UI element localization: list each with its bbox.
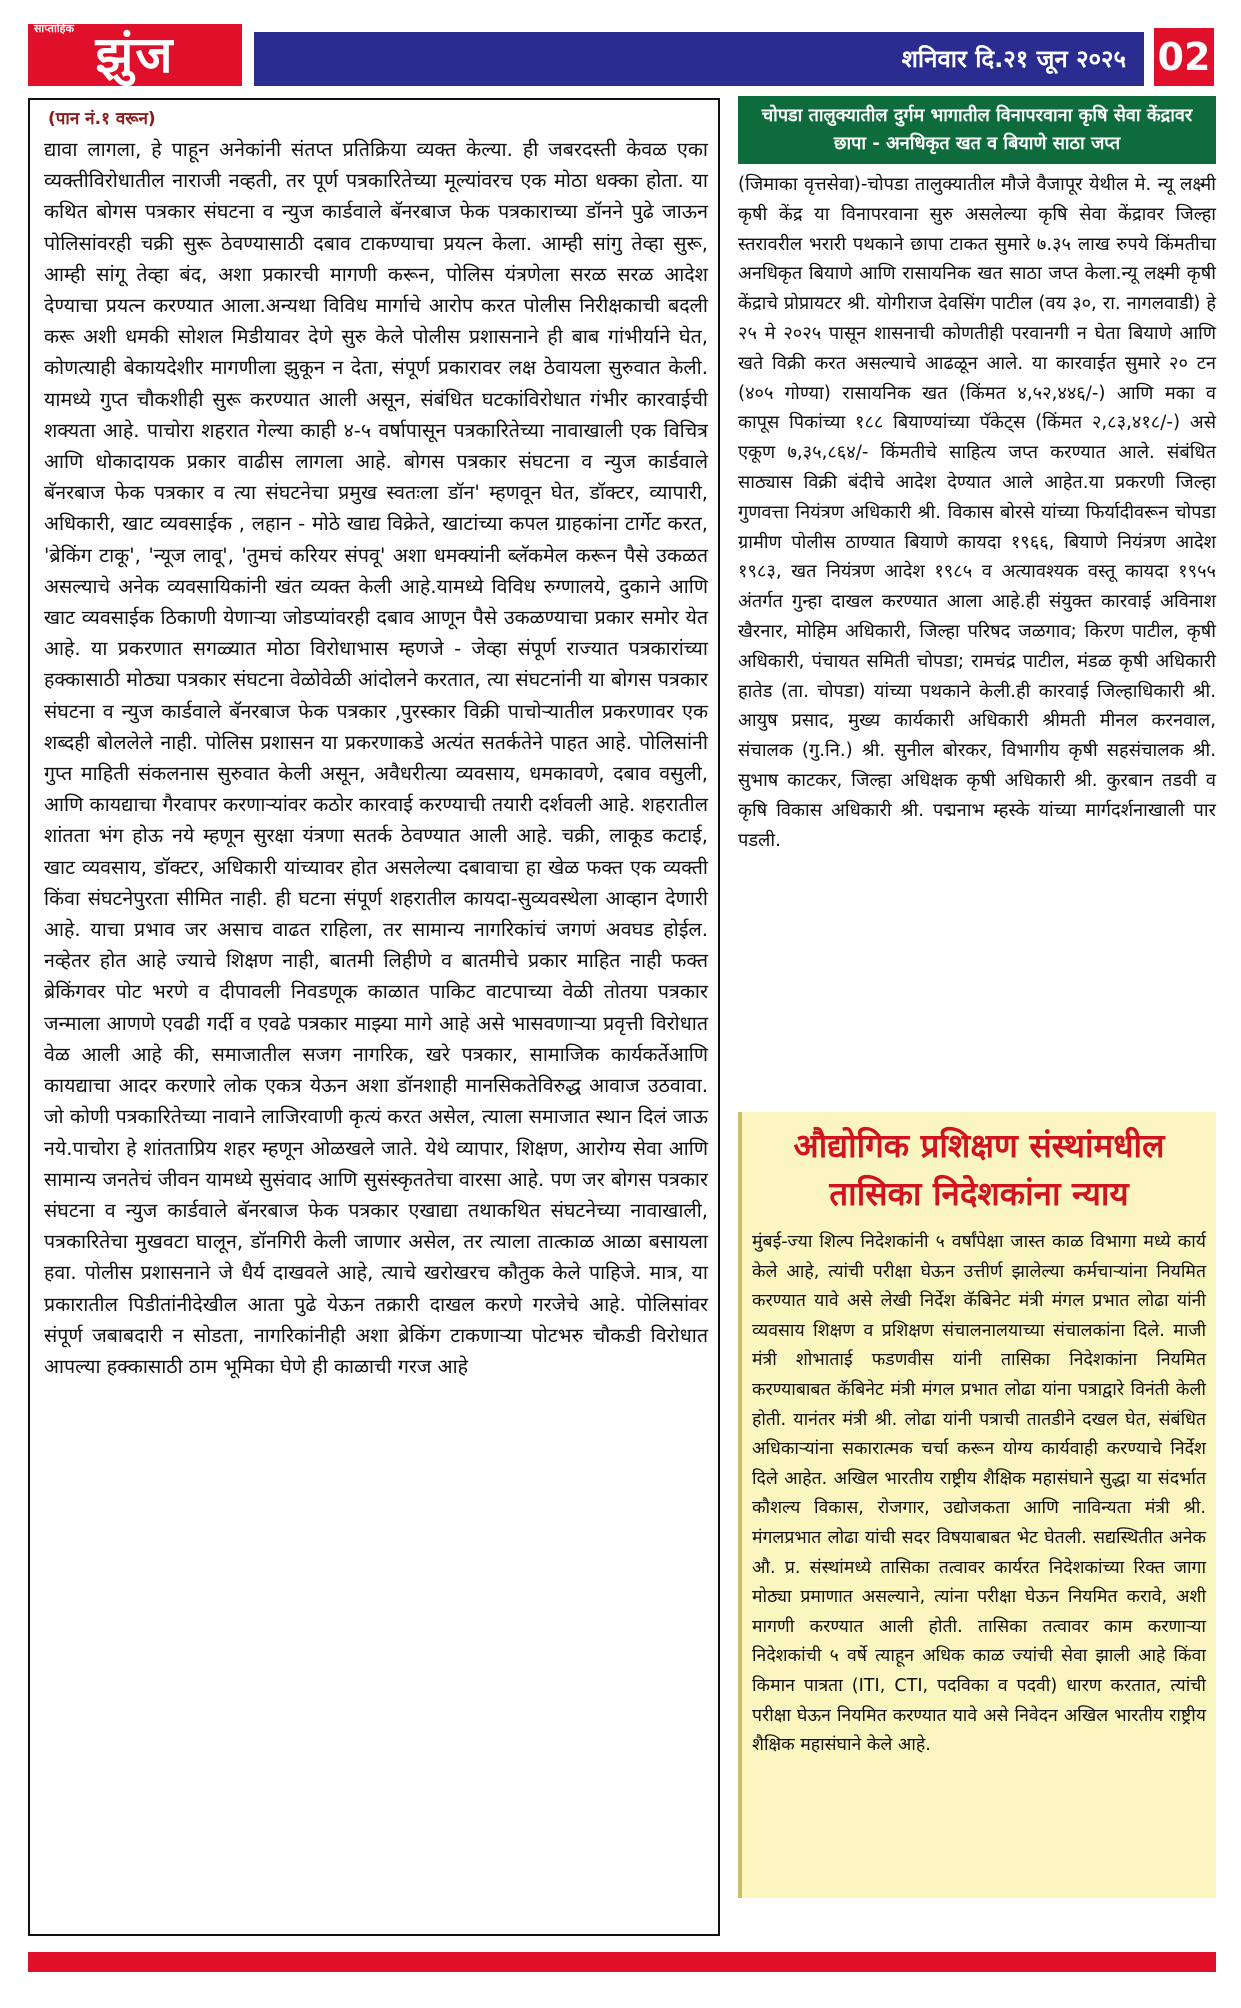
logo-tag: साप्ताहिक: [34, 22, 74, 35]
masthead: [28, 24, 1214, 86]
news-headline: [742, 1122, 1216, 1218]
news-body: मुंबई-ज्या शिल्प निदेशकांनी ५ वर्षांपेक्षा जास्त काळ विभागा मध्ये कार्य केले आहे, त्यांची परीक्षा घेऊन उत्तीर्ण झालेल्या कर्मचाऱ्यांना नियमित करण्यात यावे असे लेखी निर्देश कॅबिनेट मंत्री मंगल प्रभात लोढा यांनी व्यवसाय शिक्षण व प्रशिक्षण संचालनालयाच्या संचालकांना दिले. माजी मंत्री शोभाताई फडणवीस यांनी तासिका निदेशकांना नियमित करण्याबाबत कॅबिनेट मंत्री मंगल प्रभात लोढा यांना पत्राद्वारे विनंती केली होती. यानंतर मंत्री श्री. लोढा यांनी पत्राची तातडीने दखल घेत, संबंधित अधिकाऱ्यांना सकारात्मक चर्चा करून योग्य कार्यवाही करण्याचे निर्देश दिले आहेत. अखिल भारतीय राष्ट्रीय शैक्षिक महासंघाने सुद्धा या संदर्भात कौशल्य विकास, रोजगार, उद्योजकता आणि नाविन्यता मंत्री श्री. मंगलप्रभात लोढा यांची सदर विषयाबाबत भेट घेतली. सद्यस्थितीत अनेक औ. प्र. संस्थांमध्ये तासिका तत्वावर कार्यरत निदेशकांच्या रिक्त जागा मोठ्या प्रमाणात असल्याने, त्यांना परीक्षा घेऊन नियमित करावे, अशी मागणी करण्यात आली होती. तासिका तत्वावर काम करणाऱ्या निदेशकांची ५ वर्षे त्याहून अधिक काळ ज्यांची सेवा झाली आहे किंवा किमान पात्रता (ITI, CTI, पदविका व पदवी) धारण करतात, त्यांची परीक्षा घेऊन नियमित करण्यात यावे असे निवेदन अखिल भारतीय राष्ट्रीय शैक्षिक महासंघाने केले आहे.: [752, 1232, 1206, 1756]
left-article: [28, 98, 720, 1936]
headline-line-2: तासिका निदेशकांना न्याय: [829, 1174, 1129, 1213]
date-bar: [254, 32, 1144, 86]
article-body: द्यावा लागला, हे पाहून अनेकांनी संतप्त प्रतिक्रिया व्यक्त केल्या. ही जबरदस्ती केवळ एका व्यक्तीविरोधातील नाराजी नव्हती, तर पूर्ण पत्रकारितेच्या मूल्यांवरच एक मोठा धक्का होता. या कथित बोगस पत्रकार संघटना व न्युज कार्डवाले बॅनरबाज फेक पत्रकाराच्या डॉनने पुढे जाऊन पोलिसांवरही चक्री सुरू ठेवण्यासाठी दबाव टाकण्याचा प्रयत्न केला. आम्ही सांगु तेव्हा सुरू, आम्ही सांगू तेव्हा बंद, अशा प्रकारची मागणी करून, पोलिस यंत्रणेला सरळ सरळ आदेश देण्याचा प्रयत्न करण्यात आला.अन्यथा विविध मार्गाचे आरोप करत पोलीस निरीक्षकाची बदली करू अशी धमकी सोशल मिडीयावर देणे सुरु केले पोलीस प्रशासनाने ही बाब गांभीर्याने घेत, कोणत्याही बेकायदेशीर मागणीला झुकून न देता, संपूर्ण प्रकारावर लक्ष ठेवायला सुरुवात केली. यामध्ये गुप्त चौकशीही सुरू करण्यात आली असून, संबंधित घटकांविरोधात गंभीर कारवाईची शक्यता आहे. पाचोरा शहरात गेल्या काही ४-५ वर्षापासून पत्रकारितेच्या नावाखाली एक विचित्र आणि धोकादायक प्रकार वाढीस लागला आहे. बोगस पत्रकार संघटना व न्युज कार्डवाले बॅनरबाज फेक पत्रकार व त्या संघटनेचा प्रमुख स्वतःला डॉन' म्हणवून घेत, डॉक्टर, व्यापारी, अधिकारी, खाट व्यवसाईक , लहान - मोठे खाद्य विक्रेते, खाटांच्या कपल ग्राहकांना टार्गेट करत, 'ब्रेकिंग टाकू', 'न्यूज लावू', 'तुमचं करियर संपवू' अशा धमक्यांनी ब्लॅकमेल करून पैसे उकळत असल्याचे अनेक व्यवसायिकांनी खंत व्यक्त केली आहे.यामध्ये विविध रुग्णालये, दुकाने आणि खाट व्यवसाईक ठिकाणी येणाऱ्या जोडप्यांवरही दबाव आणून पैसे उकळण्याचा प्रकार समोर येत आहे. या प्रकरणात सगळ्यात मोठा विरोधाभास म्हणजे - जेव्हा संपूर्ण राज्यात पत्रकारांच्या हक्कासाठी मोठ्या पत्रकार संघटना वेळोवेळी आंदोलने करतात, त्या संघटनांनी या बोगस पत्रकार संघटना व न्युज कार्डवाले बॅनरबाज फेक पत्रकार ,पुरस्कार विक्री पाचोऱ्यातील प्रकरणावर एक शब्दही बोललेले नाही. पोलिस प्रशासन या प्रकरणाकडे अत्यंत सतर्कतेने पाहत आहे. पोलिसांनी गुप्त माहिती संकलनास सुरुवात केली असून, अवैधरीत्या व्यवसाय, धमकावणे, दबाव वसुली, आणि कायद्याचा गैरवापर करणाऱ्यांवर कठोर कारवाई करण्याची तयारी दर्शवली आहे. शहरातील शांतता भंग होऊ नये म्हणून सुरक्षा यंत्रणा सतर्क ठेवण्यात आली आहे. चक्री, लाकूड कटाई, खाट व्यवसाय, डॉक्टर, अधिकारी यांच्यावर होत असलेल्या दबावाचा हा खेळ फक्त एक व्यक्ती किंवा संघटनेपुरता सीमित नाही. ही घटना संपूर्ण शहरातील कायदा-सुव्यवस्थेला आव्हान देणारी आहे. याचा प्रभाव जर असाच वाढत राहिला, तर सामान्य नागरिकांचं जगणं अवघड होईल. नव्हेतर होत आहे ज्याचे शिक्षण नाही, बातमी लिहीणे व बातमीचे प्रकार माहित नाही फक्त ब्रेकिंगवर पोट भरणे व दीपावली निवडणूक काळात पाकिट वाटपाच्या वेळी तोतया पत्रकार जन्माला आणणे एवढी गर्दी व एवढे पत्रकार माझ्या मागे आहे असे भासवणाऱ्या प्रवृत्ती विरोधात वेळ आली आहे की, समाजातील सजग नागरिक, खरे पत्रकार, सामाजिक कार्यकर्तेआणि कायद्याचा आदर करणारे लोक एकत्र येऊन अशा डॉनशाही मानसिकतेविरुद्ध आवाज उठवावा. जो कोणी पत्रकारितेच्या नावाने लाजिरवाणी कृत्यं करत असेल, त्याला समाजात स्थान दिलं जाऊ नये.पाचोरा हे शांतताप्रिय शहर म्हणून ओळखले जाते. येथे व्यापार, शिक्षण, आरोग्य सेवा आणि सामान्य जनतेचं जीवन यामध्ये सुसंवाद आणि सुसंस्कृततेचा वारसा आहे. पण जर बोगस पत्रकार संघटना व न्युज कार्डवाले बॅनरबाज फेक पत्रकार एखाद्या तथाकथित संघटनेच्या नावाखाली, पत्रकारितेचा मुखवटा घालून, डॉनगिरी केली जाणार असेल, तर त्याला तात्काळ आळा बसायला हवा. पोलीस प्रशासनाने जे धैर्य दाखवले आहे, त्याचे खरोखरच कौतुक केले पाहिजे. मात्र, या प्रकारातील पिडीतांनीदेखील आता पुढे येऊन तक्रारी दाखल करणे गरजेचे आहे. पोलिसांवर संपूर्ण जबाबदारी न सोडता, नागरिकांनीही अशा ब्रेकिंग टाकणाऱ्या पोटभरु चौकडी विरोधात आपल्या हक्कासाठी ठाम भूमिका घेणे ही काळाची गरज आहे: [44, 138, 708, 1378]
news-body: (जिमाका वृत्तसेवा)-चोपडा तालुक्यातील मौजे वैजापूर येथील मे. न्यू लक्ष्मी कृषी केंद्र या विनापरवाना सुरु असलेल्या कृषि सेवा केंद्रावर जिल्हा स्तरावरील भरारी पथकाने छापा टाकत सुमारे ७.३५ लाख रुपये किंमतीचा अनधिकृत बियाणे आणि रासायनिक खत साठा जप्त केला.न्यू लक्ष्मी कृषी केंद्राचे प्रोप्रायटर श्री. योगीराज देवसिंग पाटील (वय ३०, रा. नागलवाडी) हे २५ मे २०२५ पासून शासनाची कोणतीही परवानगी न घेता बियाणे आणि खते विक्री करत असल्याचे आढळून आले. या कारवाईत सुमारे २० टन (४०५ गोण्या) रासायनिक खत (किंमत ४,५२,४४६/-) आणि मका व कापूस पिकांच्या १८८ बियाण्यांच्या पॅकेट्स (किंमत २,८३,४१८/-) असे एकूण ७,३५,८६४/- किंमतीचे साहित्य जप्त करण्यात आले. संबंधित साठ्यास विक्री बंदीचे आदेश देण्यात आले आहेत.या प्रकरणी जिल्हा गुणवत्ता नियंत्रण अधिकारी श्री. विकास बोरसे यांच्या फिर्यादीवरून चोपडा ग्रामीण पोलीस ठाण्यात बियाणे कायदा १९६६, बियाणे नियंत्रण आदेश १९८३, खत नियंत्रण आदेश १९८५ व अत्यावश्यक वस्तू कायदा १९५५ अंतर्गत गुन्हा दाखल करण्यात आला आहे.ही संयुक्त कारवाई अविनाश खैरनार, मोहिम अधिकारी, जिल्हा परिषद जळगाव; किरण पाटील, कृषी अधिकारी, पंचायत समिती चोपडा; रामचंद्र पाटील, मंडळ कृषी अधिकारी हातेड (ता. चोपडा) यांच्या पथकाने केली.ही कारवाई जिल्हाधिकारी श्री. आयुष प्रसाद, मुख्य कार्यकारी अधिकारी श्रीमती मीनल करनवाल, संचालक (गु.नि.) श्री. सुनील बोरकर, विभागीय कृषी सहसंचालक श्री. सुभाष काटकर, जिल्हा अधिक्षक कृषी अधिकारी श्री. कुरबान तडवी व कृषि विकास अधिकारी श्री. पद्मनाभ म्हस्के यांच्या मार्गदर्शनाखाली पार पडली.: [738, 174, 1216, 851]
page-number: 02: [1154, 28, 1214, 86]
news-raid-article: [738, 96, 1216, 855]
headline-line-1: औद्योगिक प्रशिक्षण संस्थांमधील: [793, 1126, 1165, 1165]
newspaper-logo: [28, 24, 242, 86]
news-iti-article: [738, 1112, 1216, 1898]
news-headline: चोपडा तालुक्यातील दुर्गम भागातील विनापरवाना कृषि सेवा केंद्रावर छापा - अनधिकृत खत व बियाणे साठा जप्त: [738, 96, 1216, 164]
logo-name: झुंज: [95, 25, 175, 84]
continued-label: (पान नं.१ वरून): [48, 109, 156, 129]
issue-date: शनिवार दि.२१ जून २०२५: [901, 45, 1126, 73]
footer-bar: [28, 1952, 1216, 1972]
